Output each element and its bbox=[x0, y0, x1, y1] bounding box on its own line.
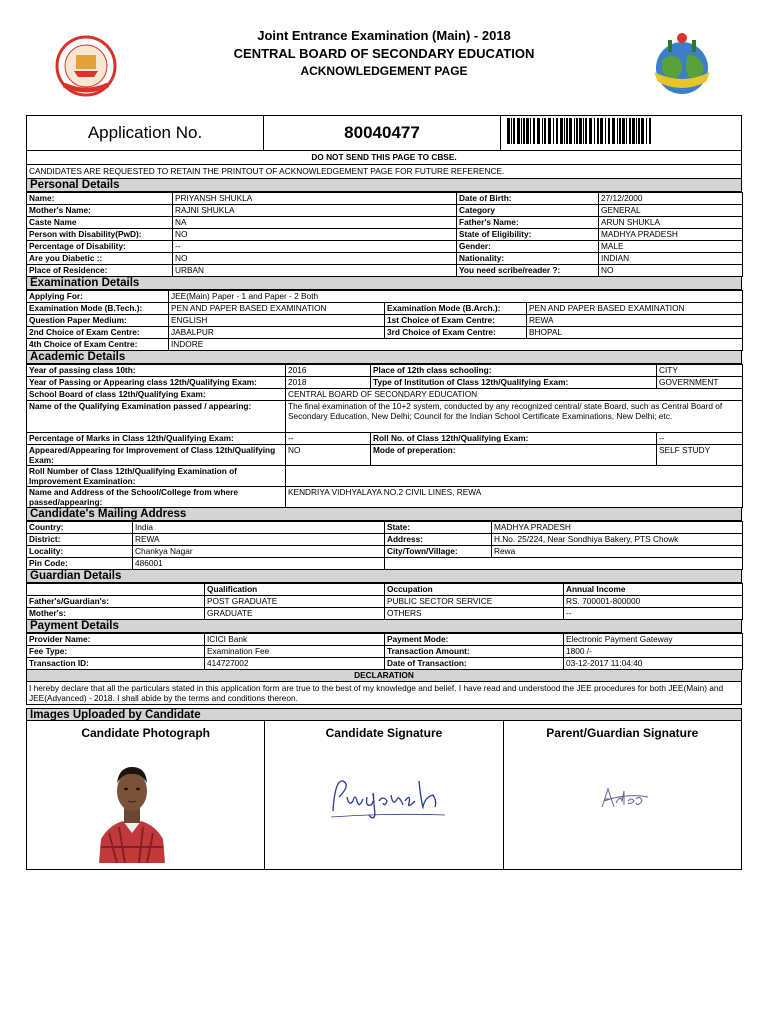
field-label: Roll No. of Class 12th/Qualifying Exam: bbox=[371, 433, 657, 445]
field-label: Pin Code: bbox=[27, 558, 133, 570]
field-label: Mode of preperation: bbox=[371, 445, 657, 466]
field-label: Place of Residence: bbox=[27, 265, 173, 277]
parent-signature-icon bbox=[596, 783, 656, 813]
table-row bbox=[27, 291, 743, 303]
field-label: State: bbox=[385, 522, 492, 534]
acknowledgement-form bbox=[26, 115, 742, 870]
personal-details-table bbox=[26, 192, 743, 277]
field-label: Examination Mode (B.Tech.): bbox=[27, 303, 169, 315]
field-label: Father's Name: bbox=[457, 217, 599, 229]
field-value: POST GRADUATE bbox=[205, 596, 385, 608]
table-row bbox=[27, 546, 743, 558]
field-label: State of Eligibility: bbox=[457, 229, 599, 241]
field-value: The final examination of the 10+2 system, conducted by any recognized central/ state Board, such as Central Board of Secondary Education, New Delhi; Council for the Indian School Certificate Examinations, New Delhi; etc. bbox=[286, 401, 743, 433]
field-label: Address: bbox=[385, 534, 492, 546]
field-label: Payment Mode: bbox=[385, 634, 564, 646]
application-number: 80040477 bbox=[264, 116, 501, 150]
field-label: Year of Passing or Appearing class 12th/Qualifying Exam: bbox=[27, 377, 286, 389]
field-value: MALE bbox=[599, 241, 743, 253]
table-row bbox=[27, 253, 743, 265]
field-label: Transaction ID: bbox=[27, 658, 205, 670]
field-value: GOVERNMENT bbox=[657, 377, 743, 389]
table-row bbox=[27, 466, 743, 487]
table-row bbox=[27, 241, 743, 253]
table-header-row bbox=[27, 584, 743, 596]
field-label: Percentage of Marks in Class 12th/Qualifying Exam: bbox=[27, 433, 286, 445]
column-header: Qualification bbox=[205, 584, 385, 596]
field-value: PRIYANSH SHUKLA bbox=[173, 193, 457, 205]
field-value: -- bbox=[286, 433, 371, 445]
field-value: SELF STUDY bbox=[657, 445, 743, 466]
field-label: You need scribe/reader ?: bbox=[457, 265, 599, 277]
exam-title: Joint Entrance Examination (Main) - 2018 bbox=[257, 28, 511, 43]
field-value: Rewa bbox=[492, 546, 743, 558]
table-row bbox=[27, 377, 743, 389]
table-row bbox=[27, 205, 743, 217]
field-label: Name and Address of the School/College from where passed/appearing: bbox=[27, 487, 286, 508]
table-row bbox=[27, 303, 743, 315]
field-value: NO bbox=[173, 253, 457, 265]
field-label: Name: bbox=[27, 193, 173, 205]
field-label: School Board of class 12th/Qualifying Exam: bbox=[27, 389, 286, 401]
field-value: 03-12-2017 11:04:40 bbox=[564, 658, 743, 670]
table-row bbox=[27, 339, 743, 351]
parent-signature-cell bbox=[504, 721, 741, 869]
table-row bbox=[27, 658, 743, 670]
field-value: 27/12/2000 bbox=[599, 193, 743, 205]
application-row bbox=[26, 115, 742, 151]
field-value: ENGLISH bbox=[169, 315, 385, 327]
field-value: GENERAL bbox=[599, 205, 743, 217]
field-label: Roll Number of Class 12th/Qualifying Examination of Improvement Examination: bbox=[27, 466, 286, 487]
field-value: Examination Fee bbox=[205, 646, 385, 658]
declaration-title: DECLARATION bbox=[26, 670, 742, 682]
table-row bbox=[27, 217, 743, 229]
field-value: CITY bbox=[657, 365, 743, 377]
field-label: Place of 12th class schooling: bbox=[371, 365, 657, 377]
field-value: NA bbox=[173, 217, 457, 229]
field-label: 1st Choice of Exam Centre: bbox=[385, 315, 527, 327]
section-mailing-address: Candidate's Mailing Address bbox=[26, 508, 742, 521]
field-value: MADHYA PRADESH bbox=[599, 229, 743, 241]
table-row bbox=[27, 315, 743, 327]
section-personal-details: Personal Details bbox=[26, 179, 742, 192]
candidate-signature-icon bbox=[325, 771, 455, 821]
field-label: Gender: bbox=[457, 241, 599, 253]
table-row bbox=[27, 433, 743, 445]
field-value: JEE(Main) Paper - 1 and Paper - 2 Both bbox=[169, 291, 743, 303]
field-value: Chankya Nagar bbox=[133, 546, 385, 558]
field-value: H.No. 25/224, Near Sondhiya Bakery, PTS Chowk bbox=[492, 534, 743, 546]
guardian-details-table bbox=[26, 583, 743, 620]
field-label: Examination Mode (B.Arch.): bbox=[385, 303, 527, 315]
field-label: 3rd Choice of Exam Centre: bbox=[385, 327, 527, 339]
table-row bbox=[27, 265, 743, 277]
table-row bbox=[27, 401, 743, 433]
field-value: PEN AND PAPER BASED EXAMINATION bbox=[169, 303, 385, 315]
table-row bbox=[27, 389, 743, 401]
field-label: Mother's Name: bbox=[27, 205, 173, 217]
field-label: Date of Transaction: bbox=[385, 658, 564, 670]
field-label: Type of Institution of Class 12th/Qualifying Exam: bbox=[371, 377, 657, 389]
field-value: INDIAN bbox=[599, 253, 743, 265]
field-value: REWA bbox=[133, 534, 385, 546]
section-academic-details: Academic Details bbox=[26, 351, 742, 364]
application-label: Application No. bbox=[27, 116, 264, 150]
field-label: Appeared/Appearing for Improvement of Class 12th/Qualifying Exam: bbox=[27, 445, 286, 466]
table-row bbox=[27, 229, 743, 241]
table-row bbox=[27, 522, 743, 534]
field-value: 2018 bbox=[286, 377, 371, 389]
field-value: NO bbox=[599, 265, 743, 277]
field-label: Year of passing class 10th: bbox=[27, 365, 286, 377]
field-value: -- bbox=[564, 608, 743, 620]
table-row bbox=[27, 365, 743, 377]
field-value: PUBLIC SECTOR SERVICE bbox=[385, 596, 564, 608]
section-guardian-details: Guardian Details bbox=[26, 570, 742, 583]
field-value: 1800 /- bbox=[564, 646, 743, 658]
field-label: Country: bbox=[27, 522, 133, 534]
field-value: ARUN SHUKLA bbox=[599, 217, 743, 229]
field-label: Question Paper Medium: bbox=[27, 315, 169, 327]
declaration-text: I hereby declare that all the particulars stated in this application form are true to the best of my knowledge and belief. I have read and understood the JEE procedures for both JEE(Main) and JEE(Advanced) - 2018. I shall abide by the terms and conditions thereon. bbox=[26, 682, 742, 705]
field-label: District: bbox=[27, 534, 133, 546]
field-label: 4th Choice of Exam Centre: bbox=[27, 339, 169, 351]
candidate-photo-icon bbox=[95, 751, 169, 863]
field-label: Fee Type: bbox=[27, 646, 205, 658]
field-value: RAJNI SHUKLA bbox=[173, 205, 457, 217]
section-images-uploaded: Images Uploaded by Candidate bbox=[26, 708, 742, 721]
table-row bbox=[27, 193, 743, 205]
field-label: Category bbox=[457, 205, 599, 217]
field-label: 2nd Choice of Exam Centre: bbox=[27, 327, 169, 339]
field-label: City/Town/Village: bbox=[385, 546, 492, 558]
field-value: NO bbox=[286, 445, 371, 466]
barcode bbox=[501, 116, 741, 150]
field-value: BHOPAL bbox=[527, 327, 743, 339]
candidate-photograph-caption: Candidate Photograph bbox=[81, 726, 210, 740]
uploaded-images bbox=[26, 721, 742, 870]
globe-emblem-icon bbox=[646, 30, 718, 102]
field-value: -- bbox=[657, 433, 743, 445]
parent-signature-caption: Parent/Guardian Signature bbox=[546, 726, 699, 740]
candidate-photograph-cell bbox=[27, 721, 265, 869]
field-value: GRADUATE bbox=[205, 608, 385, 620]
field-value: India bbox=[133, 522, 385, 534]
field-label: Percentage of Disability: bbox=[27, 241, 173, 253]
column-header: Annual Income bbox=[564, 584, 743, 596]
field-label: Transaction Amount: bbox=[385, 646, 564, 658]
field-value: OTHERS bbox=[385, 608, 564, 620]
page-header bbox=[0, 0, 768, 110]
examination-details-table bbox=[26, 290, 743, 351]
table-row bbox=[27, 327, 743, 339]
table-row bbox=[27, 634, 743, 646]
retain-printout-notice: CANDIDATES ARE REQUESTED TO RETAIN THE PRINTOUT OF ACKNOWLEDGEMENT PAGE FOR FUTURE REFERENCE. bbox=[26, 165, 742, 179]
field-label: Date of Birth: bbox=[457, 193, 599, 205]
field-label: Caste Name bbox=[27, 217, 173, 229]
field-value: PEN AND PAPER BASED EXAMINATION bbox=[527, 303, 743, 315]
do-not-send-notice: DO NOT SEND THIS PAGE TO CBSE. bbox=[26, 151, 742, 165]
payment-details-table bbox=[26, 633, 743, 670]
academic-details-table bbox=[26, 364, 743, 508]
field-value: JABALPUR bbox=[169, 327, 385, 339]
empty-cell bbox=[385, 558, 743, 570]
board-title: CENTRAL BOARD OF SECONDARY EDUCATION bbox=[233, 46, 535, 61]
table-row bbox=[27, 646, 743, 658]
field-value: CENTRAL BOARD OF SECONDARY EDUCATION bbox=[286, 389, 743, 401]
field-value: URBAN bbox=[173, 265, 457, 277]
table-row bbox=[27, 608, 743, 620]
field-value: REWA bbox=[527, 315, 743, 327]
column-header: Occupation bbox=[385, 584, 564, 596]
field-value: MADHYA PRADESH bbox=[492, 522, 743, 534]
field-value: 414727002 bbox=[205, 658, 385, 670]
field-label: Applying For: bbox=[27, 291, 169, 303]
field-value: KENDRIYA VIDHYALAYA NO.2 CIVIL LINES, REWA bbox=[286, 487, 743, 508]
field-label: Person with Disability(PwD): bbox=[27, 229, 173, 241]
candidate-signature-caption: Candidate Signature bbox=[325, 726, 443, 740]
field-value: 2016 bbox=[286, 365, 371, 377]
field-label: Father's/Guardian's: bbox=[27, 596, 205, 608]
field-value: NO bbox=[173, 229, 457, 241]
field-value: -- bbox=[173, 241, 457, 253]
field-label: Nationality: bbox=[457, 253, 599, 265]
section-payment-details: Payment Details bbox=[26, 620, 742, 633]
section-examination-details: Examination Details bbox=[26, 277, 742, 290]
field-label: Name of the Qualifying Examination passed / appearing: bbox=[27, 401, 286, 433]
field-label: Provider Name: bbox=[27, 634, 205, 646]
page-title: ACKNOWLEDGEMENT PAGE bbox=[300, 64, 468, 78]
field-value: RS. 700001-800000 bbox=[564, 596, 743, 608]
table-row bbox=[27, 596, 743, 608]
field-value: ICICI Bank bbox=[205, 634, 385, 646]
field-value: 486001 bbox=[133, 558, 385, 570]
barcode-icon bbox=[507, 118, 657, 144]
field-label: Locality: bbox=[27, 546, 133, 558]
field-value bbox=[286, 466, 743, 487]
candidate-signature-cell bbox=[265, 721, 503, 869]
table-row bbox=[27, 487, 743, 508]
field-label: Are you Diabetic :: bbox=[27, 253, 173, 265]
column-header bbox=[27, 584, 205, 596]
mailing-address-table bbox=[26, 521, 743, 570]
field-label: Mother's: bbox=[27, 608, 205, 620]
table-row bbox=[27, 534, 743, 546]
field-value: Electronic Payment Gateway bbox=[564, 634, 743, 646]
table-row bbox=[27, 445, 743, 466]
table-row bbox=[27, 558, 743, 570]
field-value: INDORE bbox=[169, 339, 743, 351]
